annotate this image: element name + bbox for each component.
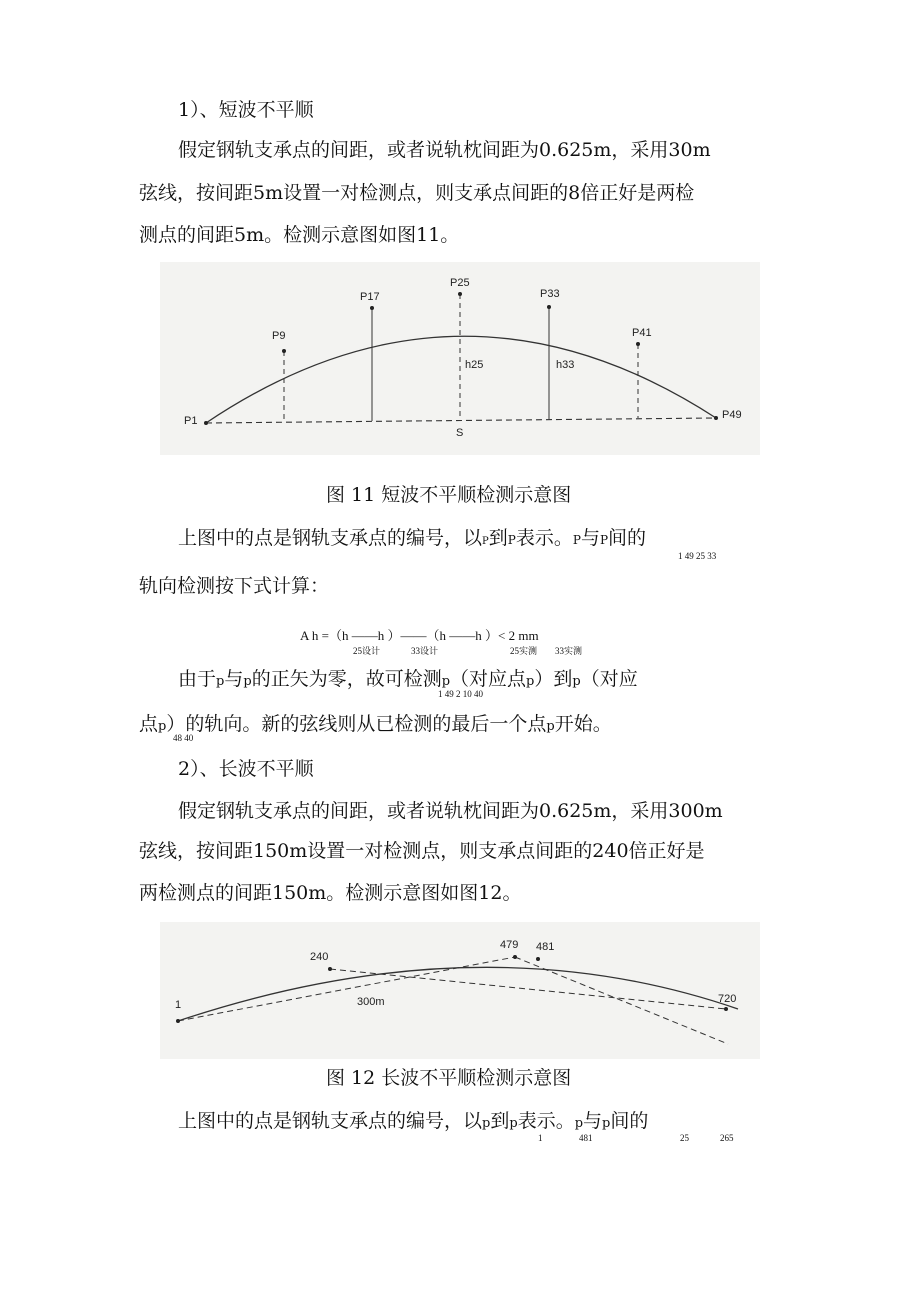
subscript: 265	[720, 1133, 734, 1143]
paragraph-line: 两检测点的间距150m。检测示意图如图12。	[139, 882, 522, 904]
paragraph-line	[139, 709, 612, 736]
symbol-p: P	[507, 533, 516, 547]
text-run: 与	[583, 1110, 603, 1132]
chord-240-720	[330, 969, 726, 1009]
figure-12-caption: 图 12 长波不平顺检测示意图	[326, 1067, 572, 1089]
text-run: 到	[488, 527, 508, 549]
formula: A h =（h ——h ）——（h ——h ）< 2 mm	[300, 628, 539, 643]
text-run: 到	[490, 1110, 510, 1132]
label-s: S	[456, 427, 464, 439]
symbol-p: p	[526, 674, 535, 689]
symbol-p: P	[599, 533, 609, 547]
point-p17	[370, 306, 374, 310]
label-1: 1	[175, 999, 182, 1011]
formula-sub: 25设计	[353, 646, 381, 656]
paragraph-line	[178, 664, 638, 691]
text-run: 开始。	[554, 713, 612, 735]
rail-arc	[178, 967, 738, 1021]
point-p33	[547, 305, 551, 309]
symbol-p: P	[572, 533, 581, 547]
paragraph-line: 假定钢轨支承点的间距，或者说轨枕间距为0.625m，采用300m	[178, 800, 723, 822]
point-481	[536, 957, 540, 961]
text-run: ）到	[534, 668, 573, 690]
label-p25: P25	[450, 277, 470, 289]
text-run: 与	[224, 668, 244, 690]
paragraph-line: 假定钢轨支承点的间距，或者说轨枕间距为0.625m，采用30m	[178, 139, 711, 161]
symbol-p: P	[482, 536, 489, 547]
subscripts: 1 49 25 33	[678, 551, 717, 561]
figure-11-caption: 图 11 短波不平顺检测示意图	[326, 484, 572, 506]
text-run: 间的	[610, 1110, 649, 1132]
paragraph-line	[178, 1106, 648, 1133]
subscript: 1	[538, 1133, 543, 1143]
symbol-p: p	[158, 719, 167, 734]
subscript: 25	[680, 1133, 689, 1143]
text-run: ）的轨向。新的弦线则从已检测的最后一个点	[166, 713, 547, 735]
text-run: （对应点	[450, 668, 527, 690]
chord-extension	[515, 957, 728, 1044]
figure-11-diagram	[160, 262, 760, 455]
symbol-p: p	[216, 674, 225, 689]
formula-sub: 33设计	[411, 646, 439, 656]
symbol-p: p	[574, 1116, 584, 1131]
symbol-p: p	[602, 1116, 611, 1131]
symbol-p: p	[572, 674, 581, 689]
point-p41	[636, 342, 640, 346]
label-p33: P33	[540, 288, 560, 300]
point-1	[176, 1019, 180, 1023]
symbol-p: p	[482, 1116, 491, 1131]
figure-11	[160, 262, 760, 455]
subscripts: 1 49 2 10 40	[438, 689, 483, 699]
label-p17: P17	[360, 291, 380, 303]
label-481: 481	[536, 941, 555, 953]
point-p25	[458, 292, 462, 296]
label-240: 240	[310, 951, 329, 963]
point-720	[724, 1007, 728, 1011]
label-479: 479	[500, 939, 519, 951]
text-run: 的正矢为零，故可检测	[251, 668, 442, 690]
paragraph-line: 轨向检测按下式计算：	[139, 575, 330, 597]
symbol-p: p	[546, 719, 555, 734]
text-run: 上图中的点是钢轨支承点的编号，以	[178, 1110, 483, 1132]
text-run: 表示。	[517, 1110, 575, 1132]
label-h33: h33	[556, 359, 575, 371]
paragraph-line: 弦线，按间距5m设置一对检测点，则支承点间距的8倍正好是两检	[139, 182, 695, 204]
label-p9: P9	[272, 330, 286, 342]
section-1-heading: 1）、短波不平顺	[178, 99, 314, 121]
subscript: 481	[579, 1133, 593, 1143]
label-p41: P41	[632, 327, 652, 339]
chord-1-479	[178, 957, 515, 1021]
subscripts: 48 40	[173, 733, 194, 743]
label-p1: P1	[184, 415, 198, 427]
figure-12	[160, 922, 760, 1059]
symbol-p: p	[243, 674, 252, 689]
text-run: 与	[580, 527, 600, 549]
rail-arc	[206, 336, 716, 423]
label-h25: h25	[465, 359, 484, 371]
text-run: 上图中的点是钢轨支承点的编号，以	[178, 527, 483, 549]
text-run: 由于	[178, 668, 217, 690]
point-240	[328, 967, 332, 971]
point-p1	[204, 421, 208, 425]
text-run: 表示。	[515, 527, 573, 549]
formula-sub: 25实测	[510, 646, 538, 656]
section-2-heading: 2）、长波不平顺	[178, 758, 314, 780]
paragraph-line: 弦线，按间距150m设置一对检测点，则支承点间距的240倍正好是	[139, 840, 705, 862]
text-run: （对应	[580, 668, 638, 690]
point-479	[513, 955, 517, 959]
label-720: 720	[718, 993, 737, 1005]
point-p9	[282, 349, 286, 353]
paragraph-line: 测点的间距5m。检测示意图如图11。	[139, 224, 460, 246]
symbol-p: p	[441, 674, 451, 689]
point-p49	[714, 416, 718, 420]
label-300m: 300m	[357, 996, 385, 1008]
figure-12-diagram	[160, 922, 760, 1059]
symbol-p: p	[509, 1116, 518, 1131]
chord-line	[206, 418, 716, 423]
text-run: 间的	[608, 527, 647, 549]
text-run: 点	[139, 713, 159, 735]
paragraph-line	[178, 523, 646, 550]
label-p49: P49	[722, 409, 742, 421]
formula-sub: 33实测	[555, 646, 583, 656]
